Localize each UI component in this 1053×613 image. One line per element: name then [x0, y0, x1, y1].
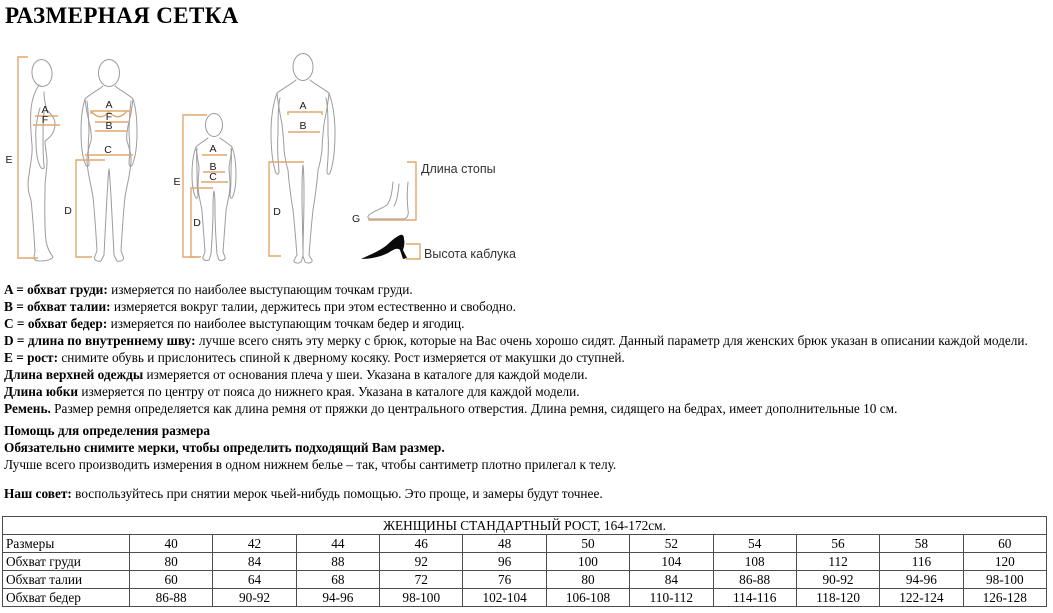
- definition-text: Размер ремня определяется как длина ремня от пряжки до центрального отверстия. Длина ремня, сидящего на бедрах, имеет дополнительные 10 см.: [50, 401, 898, 416]
- figure-child-front: [173, 114, 236, 261]
- definition-line: [4, 315, 1047, 332]
- table-row-bust: [3, 553, 1047, 571]
- size-cell: 98-100: [380, 589, 463, 607]
- figure-woman-profile: [5, 57, 60, 261]
- sizing-help-subheading-text: Обязательно снимите мерки, чтобы определить подходящий Вам размер.: [4, 440, 445, 455]
- measure-label-e: E: [5, 154, 13, 166]
- measure-label-e: E: [173, 176, 181, 188]
- heel-height-bracket: [406, 244, 420, 259]
- advice: [4, 485, 1047, 502]
- man-right-arm: [326, 93, 335, 174]
- size-cell: 80: [130, 553, 213, 571]
- size-cell: 98-100: [963, 571, 1046, 589]
- figure-heel-shoe: [361, 235, 516, 261]
- size-cell: 112: [796, 553, 879, 571]
- measure-label-c: C: [209, 171, 217, 183]
- definition-text: лучше всего снять эту мерку с брюк, которые на Вас очень хорошо сидят. Данный параметр для женских брюк указан в описании каждой модели.: [195, 333, 1028, 348]
- definition-lead: D = длина по внутреннему шву:: [4, 333, 196, 348]
- size-cell: 42: [213, 535, 296, 553]
- row-label: Обхват талии: [3, 571, 130, 589]
- foot-length-label: Длина стопы: [421, 162, 496, 176]
- size-cell: 68: [296, 571, 379, 589]
- definition-text: измеряется по центру от пояса до нижнего края. Указана в каталоге для каждой модели.: [78, 384, 580, 399]
- chest-line: [288, 112, 322, 115]
- definition-line: [4, 383, 1047, 400]
- measure-label-c: C: [104, 144, 112, 156]
- size-cell: 64: [213, 571, 296, 589]
- definition-lead: Длина юбки: [4, 384, 79, 399]
- measure-label-b: B: [299, 120, 307, 132]
- size-cell: 84: [630, 571, 713, 589]
- man-head: [293, 54, 313, 81]
- size-cell: 60: [963, 535, 1046, 553]
- table-caption-row: [3, 517, 1047, 535]
- woman-profile-head: [31, 59, 54, 88]
- woman-front-left-arm: [81, 99, 89, 166]
- child-body: [196, 138, 232, 260]
- definition-line: [4, 281, 1047, 298]
- size-cell: 56: [796, 535, 879, 553]
- row-label: Обхват груди: [3, 553, 130, 571]
- sizing-help-heading-text: Помощь для определения размера: [4, 423, 211, 438]
- row-label: Размеры: [3, 535, 130, 553]
- size-cell: 58: [880, 535, 963, 553]
- child-left-arm: [192, 147, 198, 198]
- size-cell: 96: [463, 553, 546, 571]
- figure-woman-front: [64, 60, 137, 262]
- definition-text: снимите обувь и прислонитесь спиной к дверному косяку. Рост измеряется от макушки до ступней.: [58, 350, 625, 365]
- inseam-bracket: [76, 160, 105, 257]
- definition-text: измеряется по наиболее выступающим точкам груди.: [107, 282, 413, 297]
- women-size-table: [2, 516, 1047, 607]
- size-cell: 46: [380, 535, 463, 553]
- size-cell: 72: [380, 571, 463, 589]
- definition-line: [4, 349, 1047, 366]
- size-cell: 76: [463, 571, 546, 589]
- figure-man-front: [269, 54, 335, 264]
- size-cell: 120: [963, 553, 1046, 571]
- measure-label-d: D: [193, 217, 201, 229]
- table-row-hips: [3, 589, 1047, 607]
- size-cell: 84: [213, 553, 296, 571]
- measure-label-d: D: [64, 205, 72, 217]
- size-cell: 100: [546, 553, 629, 571]
- size-cell: 116: [880, 553, 963, 571]
- definition-lead: C = обхват бедер:: [4, 316, 108, 331]
- child-right-arm: [230, 147, 236, 198]
- definition-line: [4, 298, 1047, 315]
- foot-instep-line: [394, 184, 399, 206]
- measure-label-a: A: [209, 143, 217, 155]
- definition-line: [4, 400, 1047, 417]
- size-cell: 44: [296, 535, 379, 553]
- definition-line: [4, 366, 1047, 383]
- woman-front-right-arm: [129, 99, 137, 166]
- page-title: РАЗМЕРНАЯ СЕТКА: [5, 3, 239, 28]
- figure-foot: [352, 162, 496, 225]
- size-cell: 118-120: [796, 589, 879, 607]
- size-cell: 90-92: [213, 589, 296, 607]
- measure-label-a: A: [299, 100, 307, 112]
- size-cell: 90-92: [796, 571, 879, 589]
- size-cell: 60: [130, 571, 213, 589]
- definition-text: измеряется по наиболее выступающим точкам бедер и ягодиц.: [107, 316, 465, 331]
- size-cell: 54: [713, 535, 796, 553]
- measure-label-b: B: [105, 120, 113, 132]
- sizing-help-line: Лучше всего производить измерения в одном нижнем белье – так, чтобы сантиметр плотно прилегал к телу.: [4, 457, 617, 472]
- size-cell: 94-96: [880, 571, 963, 589]
- definition-text: измеряется вокруг талии, держитесь при этом естественно и свободно.: [110, 299, 516, 314]
- size-cell: 126-128: [963, 589, 1046, 607]
- table-row-sizes: [3, 535, 1047, 553]
- size-cell: 80: [546, 571, 629, 589]
- foot-outline: [368, 182, 408, 219]
- size-cell: 110-112: [630, 589, 713, 607]
- size-cell: 52: [630, 535, 713, 553]
- size-cell: 122-124: [880, 589, 963, 607]
- table-caption: ЖЕНЩИНЫ СТАНДАРТНЫЙ РОСТ, 164-172см.: [3, 517, 1047, 535]
- measure-label-f: F: [105, 111, 113, 123]
- definition-text: измеряется от основания плеча у шеи. Указана в каталоге для каждой модели.: [143, 367, 588, 382]
- size-cell: 86-88: [713, 571, 796, 589]
- measurement-figures: [0, 48, 530, 274]
- definition-lead: E = рост:: [4, 350, 58, 365]
- size-cell: 106-108: [546, 589, 629, 607]
- child-head: [206, 114, 223, 137]
- size-cell: 114-116: [713, 589, 796, 607]
- advice-lead: Наш совет:: [4, 486, 72, 501]
- size-cell: 102-104: [463, 589, 546, 607]
- table-row-waist: [3, 571, 1047, 589]
- measurement-definitions: [4, 281, 1047, 417]
- size-cell: 94-96: [296, 589, 379, 607]
- definition-lead: Длина верхней одежды: [4, 367, 144, 382]
- size-cell: 50: [546, 535, 629, 553]
- size-cell: 48: [463, 535, 546, 553]
- woman-front-head: [99, 60, 120, 87]
- measure-label-a: A: [105, 99, 113, 111]
- measure-label-f: F: [41, 114, 49, 126]
- definition-line: [4, 332, 1047, 349]
- size-cell: 86-88: [130, 589, 213, 607]
- sizing-help-subheading: [4, 439, 1047, 456]
- measure-label-d: D: [273, 206, 281, 218]
- heel-height-label: Высота каблука: [424, 247, 516, 261]
- measure-label-a: A: [41, 104, 49, 116]
- size-cell: 104: [630, 553, 713, 571]
- size-cell: 92: [380, 553, 463, 571]
- sizing-help: [4, 422, 1047, 473]
- size-cell: 88: [296, 553, 379, 571]
- high-heel-shoe: [361, 235, 407, 259]
- row-label: Обхват бедер: [3, 589, 130, 607]
- measure-label-g: G: [352, 213, 361, 225]
- size-cell: 40: [130, 535, 213, 553]
- size-cell: 108: [713, 553, 796, 571]
- definition-lead: Ремень.: [4, 401, 51, 416]
- measure-label-b: B: [209, 161, 217, 173]
- height-bracket: [18, 57, 38, 258]
- advice-text: воспользуйтесь при снятии мерок чьей-нибудь помощью. Это проще, и замеры будут точнее.: [71, 486, 603, 501]
- definition-lead: A = обхват груди:: [4, 282, 108, 297]
- definition-lead: B = обхват талии:: [4, 299, 111, 314]
- sizing-help-heading: [4, 422, 1047, 439]
